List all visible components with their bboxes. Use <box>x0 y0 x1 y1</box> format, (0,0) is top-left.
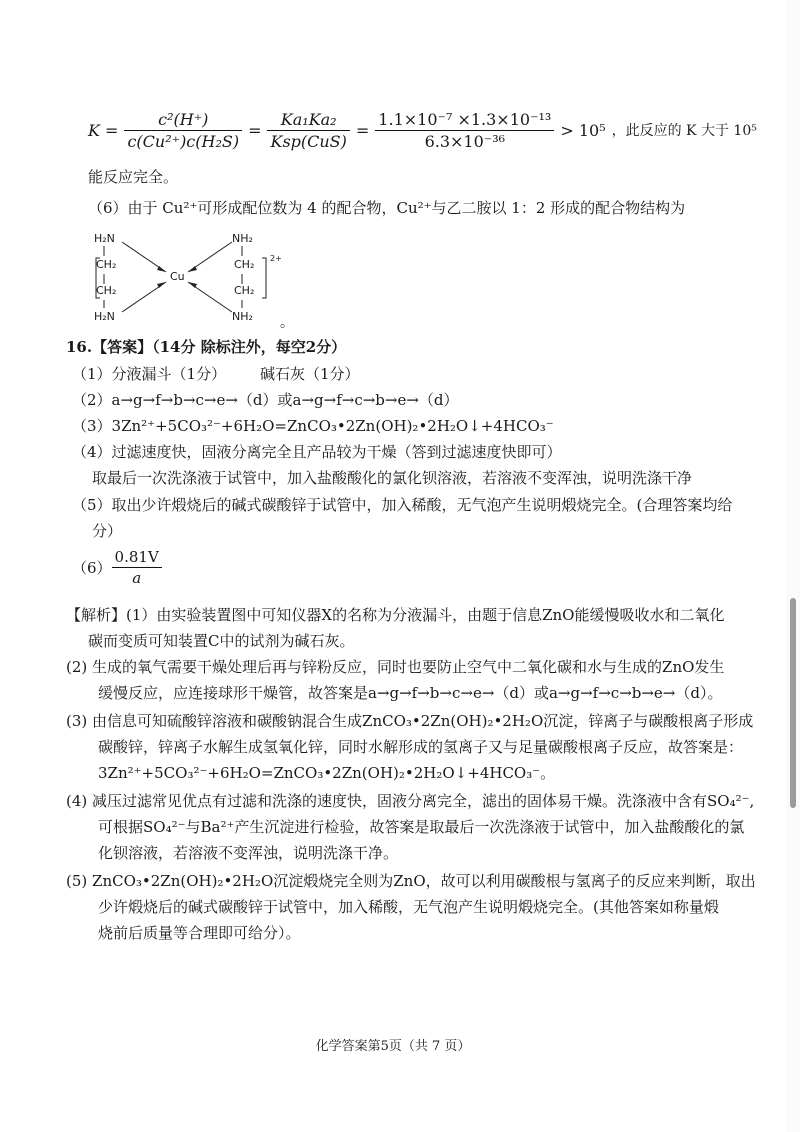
answer-6-denominator: a <box>132 569 142 587</box>
fraction-2-denominator: Ksp(CuS) <box>270 131 347 151</box>
complex-nh2-top: NH₂ <box>232 232 253 245</box>
greater-than-value: > 10⁵ <box>560 120 606 140</box>
complex-charge: 2+ <box>270 254 282 263</box>
formula-lhs: K = <box>88 120 119 140</box>
q16-answer-4: （4）过滤速度快，固液分离完全且产品较为干燥（答到过滤速度快即可） <box>72 443 562 461</box>
q16-answer-4-line2: 取最后一次洗涤液于试管中，加入盐酸酸化的氯化钡溶液，若溶液不变浑浊，说明洗涤干净 <box>92 469 693 487</box>
fraction-3-denominator: 6.3×10⁻³⁶ <box>424 131 506 151</box>
q16-answer-5: （5）取出少许煅烧后的碱式碳酸锌于试管中，加入稀酸，无气泡产生说明煅烧完全。(合理答案均给 <box>72 496 733 514</box>
complete-line: 能反应完全。 <box>88 168 179 186</box>
complex-cu: Cu <box>170 270 185 283</box>
formula-fraction-2 <box>267 110 349 151</box>
q16-answer-3: （3）3Zn²⁺+5CO₃²⁻+6H₂O=ZnCO₃•2Zn(OH)₂•2H₂O↓+4HCO₃⁻ <box>72 417 554 435</box>
equals-sign: = <box>355 120 370 140</box>
complex-h2n-top: H₂N <box>94 232 115 245</box>
q16-heading: 16.【答案】（14分 除标注外，每空2分） <box>66 338 347 356</box>
page-footer: 化学答案第5页（共 7 页） <box>315 1039 471 1054</box>
q16-answer-6 <box>72 548 162 587</box>
q16-answer-2: （2）a→g→f→b→c→e→（d）或a→g→f→c→b→e→（d） <box>72 391 459 409</box>
fraction-2-numerator: Ka₁Ka₂ <box>267 110 349 131</box>
q16-answer-1b: 碱石灰（1分） <box>260 365 360 383</box>
analysis-4: (4) 减压过滤常见优点有过滤和洗涤的速度快，固液分离完全，滤出的固体易干燥。洗涤液中含有SO₄²⁻, <box>66 792 755 810</box>
analysis-2-line2: 缓慢反应，应连接球形干燥管，故答案是a→g→f→b→c→e→（d）或a→g→f→c→b→e→（d）。 <box>98 684 723 702</box>
equals-sign: = <box>248 120 262 140</box>
answer-6-numerator: 0.81V <box>112 548 162 568</box>
complex-ch2: CH₂ <box>96 258 117 271</box>
complex-period: 。 <box>280 315 294 331</box>
q16-answer-6-label: （6） <box>72 559 112 577</box>
complex-h2n-bottom: H₂N <box>94 310 115 323</box>
analysis-5-line3: 烧前后质量等合理即可给分）。 <box>98 924 301 942</box>
coordination-complex-diagram <box>92 228 302 331</box>
analysis-1: 【解析】(1）由实验装置图中可知仪器X的名称为分液漏斗，由题于信息ZnO能缓慢吸收水和二氧化 <box>66 606 725 624</box>
complex-ch2: CH₂ <box>234 258 255 271</box>
k-formula <box>88 100 757 160</box>
analysis-3-line3: 3Zn²⁺+5CO₃²⁻+6H₂O=ZnCO₃•2Zn(OH)₂•2H₂O↓+4HCO₃⁻。 <box>98 764 556 782</box>
complex-bonds <box>92 228 302 328</box>
analysis-1-line2: 碳而变质可知装置C中的试剂为碱石灰。 <box>88 632 355 650</box>
item6-intro: （6）由于 Cu²⁺可形成配位数为 4 的配合物，Cu²⁺与乙二胺以 1：2 形成的配合物结构为 <box>88 199 686 217</box>
fraction-1-numerator: c²(H⁺) <box>124 110 242 131</box>
q16-answer-5-line2: 分） <box>92 522 123 540</box>
analysis-2: (2) 生成的氧气需要干燥处理后再与锌粉反应，同时也要防止空气中二氧化碳和水与生成的ZnO发生 <box>66 658 725 676</box>
q16-answer-1: （1）分液漏斗（1分） <box>72 365 227 383</box>
formula-tail: ，此反应的 K 大于 10⁵ <box>611 123 757 139</box>
formula-fraction-1 <box>124 110 242 151</box>
scrollbar-track[interactable] <box>786 0 800 1132</box>
analysis-5: (5) ZnCO₃•2Zn(OH)₂•2H₂O沉淀煅烧完全则为ZnO，故可以利用碳酸根与氢离子的反应来判断，取出 <box>66 872 756 890</box>
analysis-4-line2: 可根据SO₄²⁻与Ba²⁺产生沉淀进行检验，故答案是取最后一次洗涤液于试管中，加入盐酸酸化的氯 <box>98 818 745 836</box>
scrollbar-thumb[interactable] <box>790 598 796 808</box>
answer-6-fraction <box>112 548 162 587</box>
complex-ch2: CH₂ <box>234 284 255 297</box>
complex-nh2-bottom: NH₂ <box>232 310 253 323</box>
formula-fraction-3 <box>375 110 554 151</box>
complex-ch2: CH₂ <box>96 284 117 297</box>
fraction-3-numerator: 1.1×10⁻⁷ ×1.3×10⁻¹³ <box>375 110 554 131</box>
analysis-3: (3) 由信息可知硫酸锌溶液和碳酸钠混合生成ZnCO₃•2Zn(OH)₂•2H₂O沉淀，锌离子与碳酸根离子形成 <box>66 712 754 730</box>
analysis-5-line2: 少许煅烧后的碱式碳酸锌于试管中，加入稀酸，无气泡产生说明煅烧完全。(其他答案如称量煅 <box>98 898 719 916</box>
analysis-4-line3: 化钡溶液，若溶液不变浑浊，说明洗涤干净。 <box>98 844 399 862</box>
fraction-1-denominator: c(Cu²⁺)c(H₂S) <box>127 131 240 151</box>
analysis-3-line2: 碳酸锌，锌离子水解生成氢氧化锌，同时水解形成的氢离子又与足量碳酸根离子反应，故答案是： <box>98 738 744 756</box>
